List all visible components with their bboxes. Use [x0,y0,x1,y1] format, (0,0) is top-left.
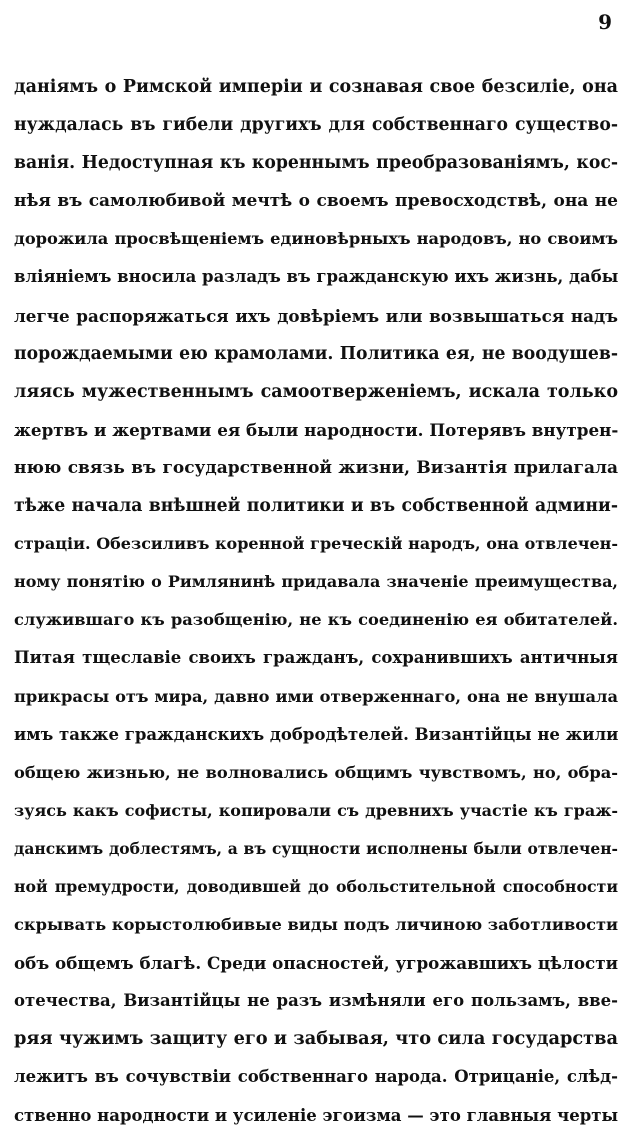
text-line: объ общемъ благѣ. Среди опасностей, угрожавшихъ цѣлости [14,953,618,974]
text-line: прикрасы отъ мира, давно ими отверженнаго, она не внушала [14,686,618,706]
text-line: отечества, Византійцы не разъ измѣняли его пользамъ, вве- [14,991,618,1011]
page-number: 9 [598,10,612,34]
body-text [14,68,618,1135]
text-line: страціи. Обезсиливъ коренной греческій народъ, она отвлечен- [14,534,618,554]
text-line: порождаемыми ею крамолами. Политика ея, не воодушев- [14,343,618,364]
text-line: вліяніемъ вносила разладъ въ гражданскую ихъ жизнь, дабы [14,267,618,287]
text-line: тѣже начала внѣшней политики и въ собственной админи- [14,496,618,517]
text-line: данскимъ доблестямъ, а въ сущности исполнены были отвлечен- [14,838,618,858]
text-line: дорожила просвѣщеніемъ единовѣрныхъ народовъ, но своимъ [14,229,618,249]
text-line: легче распоряжаться ихъ довѣріемъ или возвышаться надъ [14,305,618,326]
text-line: имъ также гражданскихъ добродѣтелей. Византійцы не жили [14,724,618,744]
text-line: ному понятію о Римлянинѣ придавала значеніе преимущества, [14,572,618,592]
text-line: лежитъ въ сочувствіи собственнаго народа. Отрицаніе, слѣд- [14,1067,618,1087]
text-line: ванія. Недоступная къ кореннымъ преобразованіямъ, кос- [14,153,618,174]
text-line: нуждалась въ гибели другихъ для собственнаго существо- [14,115,618,136]
text-line: Питая тщеславіе своихъ гражданъ, сохранившихъ античныя [14,648,618,668]
text-line: ной премудрости, доводившей до обольстительной способности [14,876,618,896]
text-line: нюю связь въ государственной жизни, Византія прилагала [14,457,618,478]
text-line: скрывать корыстолюбивые виды подъ личиною заботливости [14,915,618,935]
text-line: служившаго къ разобщенію, не къ соединенію ея обитателей. [14,610,618,630]
text-line: общею жизнью, не волновались общимъ чувствомъ, но, обра- [14,762,618,782]
text-line: зуясь какъ софисты, копировали съ древнихъ участіе къ граж- [14,800,618,820]
text-line: ляясь мужественнымъ самоотверженіемъ, искала только [14,381,618,402]
text-line: ряя чужимъ защиту его и забывая, что сила государства [14,1028,618,1050]
text-line: даніямъ о Римской имперіи и сознавая свое безсиліе, она [14,77,618,97]
text-line: ственно народности и усиленіе эгоизма — это главныя черты [14,1105,618,1125]
text-line: жертвъ и жертвами ея были народности. Потерявъ внутрен- [14,419,618,440]
text-line: нѣя въ самолюбивой мечтѣ о своемъ превосходствѣ, она не [14,191,618,212]
